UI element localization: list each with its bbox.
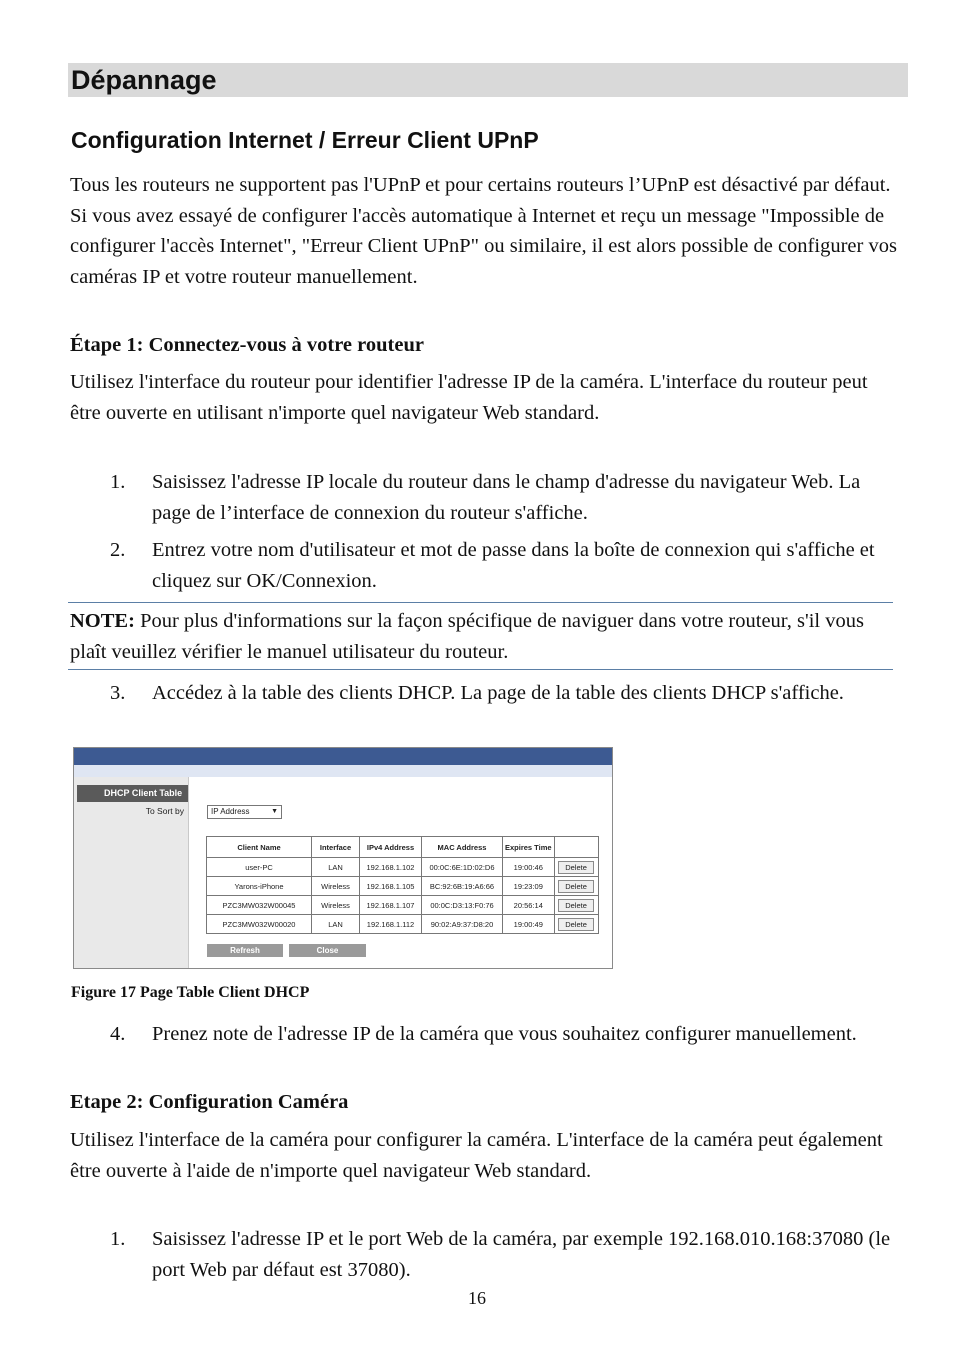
close-button[interactable]: Close	[289, 944, 366, 957]
list-item-number: 4.	[110, 1023, 126, 1045]
column-header	[554, 837, 598, 858]
list-item-text: Saisissez l'adresse IP locale du routeur dans le champ d'adresse du navigateur Web. La page de l’interface de connexion du routeur s'affiche.	[152, 471, 861, 524]
action-cell	[554, 915, 598, 934]
table-row	[207, 896, 599, 915]
figure-caption: Figure 17 Page Table Client DHCP	[71, 984, 310, 1001]
delete-button[interactable]: Delete	[558, 880, 594, 893]
mac-address-cell: 00:0C:D3:13:F0:76	[422, 896, 503, 915]
ip-address-cell: 192.168.1.102	[360, 858, 422, 877]
client-name-cell: PZC3MW032W00045	[207, 896, 312, 915]
client-name-cell: Yarons-iPhone	[207, 877, 312, 896]
chevron-down-icon: ▼	[271, 808, 278, 815]
list-item-number: 2.	[110, 539, 126, 561]
intro-paragraph: Tous les routeurs ne supportent pas l'UPnP et pour certains routeurs l’UPnP est désactivé par défaut. Si vous avez essayé de configurer l'accès automatique à Internet et reçu un message "Impossible de configurer l'accès Internet", "Erreur Client UPnP" ou similaire, il est alors possible de configurer vos caméras IP et votre routeur manuellement.	[70, 174, 897, 289]
sort-by-value: IP Address	[211, 807, 250, 816]
mac-address-cell: BC:92:6B:19:A6:66	[422, 877, 503, 896]
delete-button[interactable]: Delete	[558, 861, 594, 874]
ip-address-cell: 192.168.1.105	[360, 877, 422, 896]
list-item-number: 3.	[110, 682, 126, 704]
ip-address-cell: 192.168.1.112	[360, 915, 422, 934]
note-top-rule	[68, 602, 893, 603]
note-bottom-rule	[68, 669, 893, 670]
step1-heading: Étape 1: Connectez-vous à votre routeur	[70, 334, 424, 356]
delete-button[interactable]: Delete	[558, 918, 594, 931]
column-header: IPv4 Address	[360, 837, 422, 858]
refresh-button[interactable]: Refresh	[207, 944, 283, 957]
step2-heading: Etape 2: Configuration Caméra	[70, 1091, 349, 1113]
column-header: Interface	[312, 837, 360, 858]
dhcp-client-table-screenshot	[73, 747, 613, 969]
note-label: NOTE:	[70, 610, 135, 632]
table-header-row	[207, 837, 599, 858]
sort-by-label: To Sort by	[145, 806, 184, 816]
sort-by-select[interactable]	[207, 805, 282, 819]
ip-address-cell: 192.168.1.107	[360, 896, 422, 915]
mac-address-cell: 90:02:A9:37:D8:20	[422, 915, 503, 934]
router-subheader-bar	[74, 765, 612, 777]
client-name-cell: user-PC	[207, 858, 312, 877]
note-text: Pour plus d'informations sur la façon spécifique de naviguer dans votre routeur, s'il vous plaît veuillez vérifier le manuel utilisateur du routeur.	[70, 610, 864, 663]
expires-time-cell: 19:00:49	[503, 915, 555, 934]
mac-address-cell: 00:0C:6E:1D:02:D6	[422, 858, 503, 877]
list-item-text: Entrez votre nom d'utilisateur et mot de passe dans la boîte de connexion qui s'affiche et cliquez sur OK/Connexion.	[152, 539, 875, 592]
interface-cell: LAN	[312, 915, 360, 934]
router-header-bar	[74, 748, 612, 765]
list-item-text: Saisissez l'adresse IP et le port Web de la caméra, par exemple 192.168.010.168:37080 (le port Web par défaut est 37080).	[152, 1228, 891, 1281]
page-number: 16	[468, 1288, 486, 1308]
column-header: Expires Time	[503, 837, 555, 858]
step2-paragraph: Utilisez l'interface de la caméra pour configurer la caméra. L'interface de la caméra peut également être ouverte à l'aide de n'importe quel navigateur Web standard.	[70, 1129, 883, 1182]
column-header: Client Name	[207, 837, 312, 858]
delete-button[interactable]: Delete	[558, 899, 594, 912]
interface-cell: Wireless	[312, 896, 360, 915]
expires-time-cell: 19:23:09	[503, 877, 555, 896]
step1-paragraph: Utilisez l'interface du routeur pour identifier l'adresse IP de la caméra. L'interface du routeur peut être ouverte en utilisant n'importe quel navigateur Web standard.	[70, 371, 868, 424]
list-item-text: Accédez à la table des clients DHCP. La page de la table des clients DHCP s'affiche.	[152, 682, 844, 704]
expires-time-cell: 19:00:46	[503, 858, 555, 877]
list-item-number: 1.	[110, 1228, 126, 1250]
table-row	[207, 915, 599, 934]
dhcp-client-table	[206, 836, 599, 934]
table-row	[207, 877, 599, 896]
column-header: MAC Address	[422, 837, 503, 858]
section-title: Dépannage	[71, 65, 217, 95]
action-cell	[554, 858, 598, 877]
action-cell	[554, 896, 598, 915]
client-name-cell: PZC3MW032W00020	[207, 915, 312, 934]
sidebar-item-dhcp-client-table[interactable]: DHCP Client Table	[77, 785, 188, 802]
action-cell	[554, 877, 598, 896]
interface-cell: Wireless	[312, 877, 360, 896]
table-row	[207, 858, 599, 877]
note-box	[70, 606, 895, 667]
interface-cell: LAN	[312, 858, 360, 877]
list-item-number: 1.	[110, 471, 126, 493]
list-item-text: Prenez note de l'adresse IP de la caméra que vous souhaitez configurer manuellement.	[152, 1023, 857, 1045]
subsection-title: Configuration Internet / Erreur Client UPnP	[71, 127, 539, 153]
expires-time-cell: 20:56:14	[503, 896, 555, 915]
router-sidebar-divider	[188, 777, 189, 968]
